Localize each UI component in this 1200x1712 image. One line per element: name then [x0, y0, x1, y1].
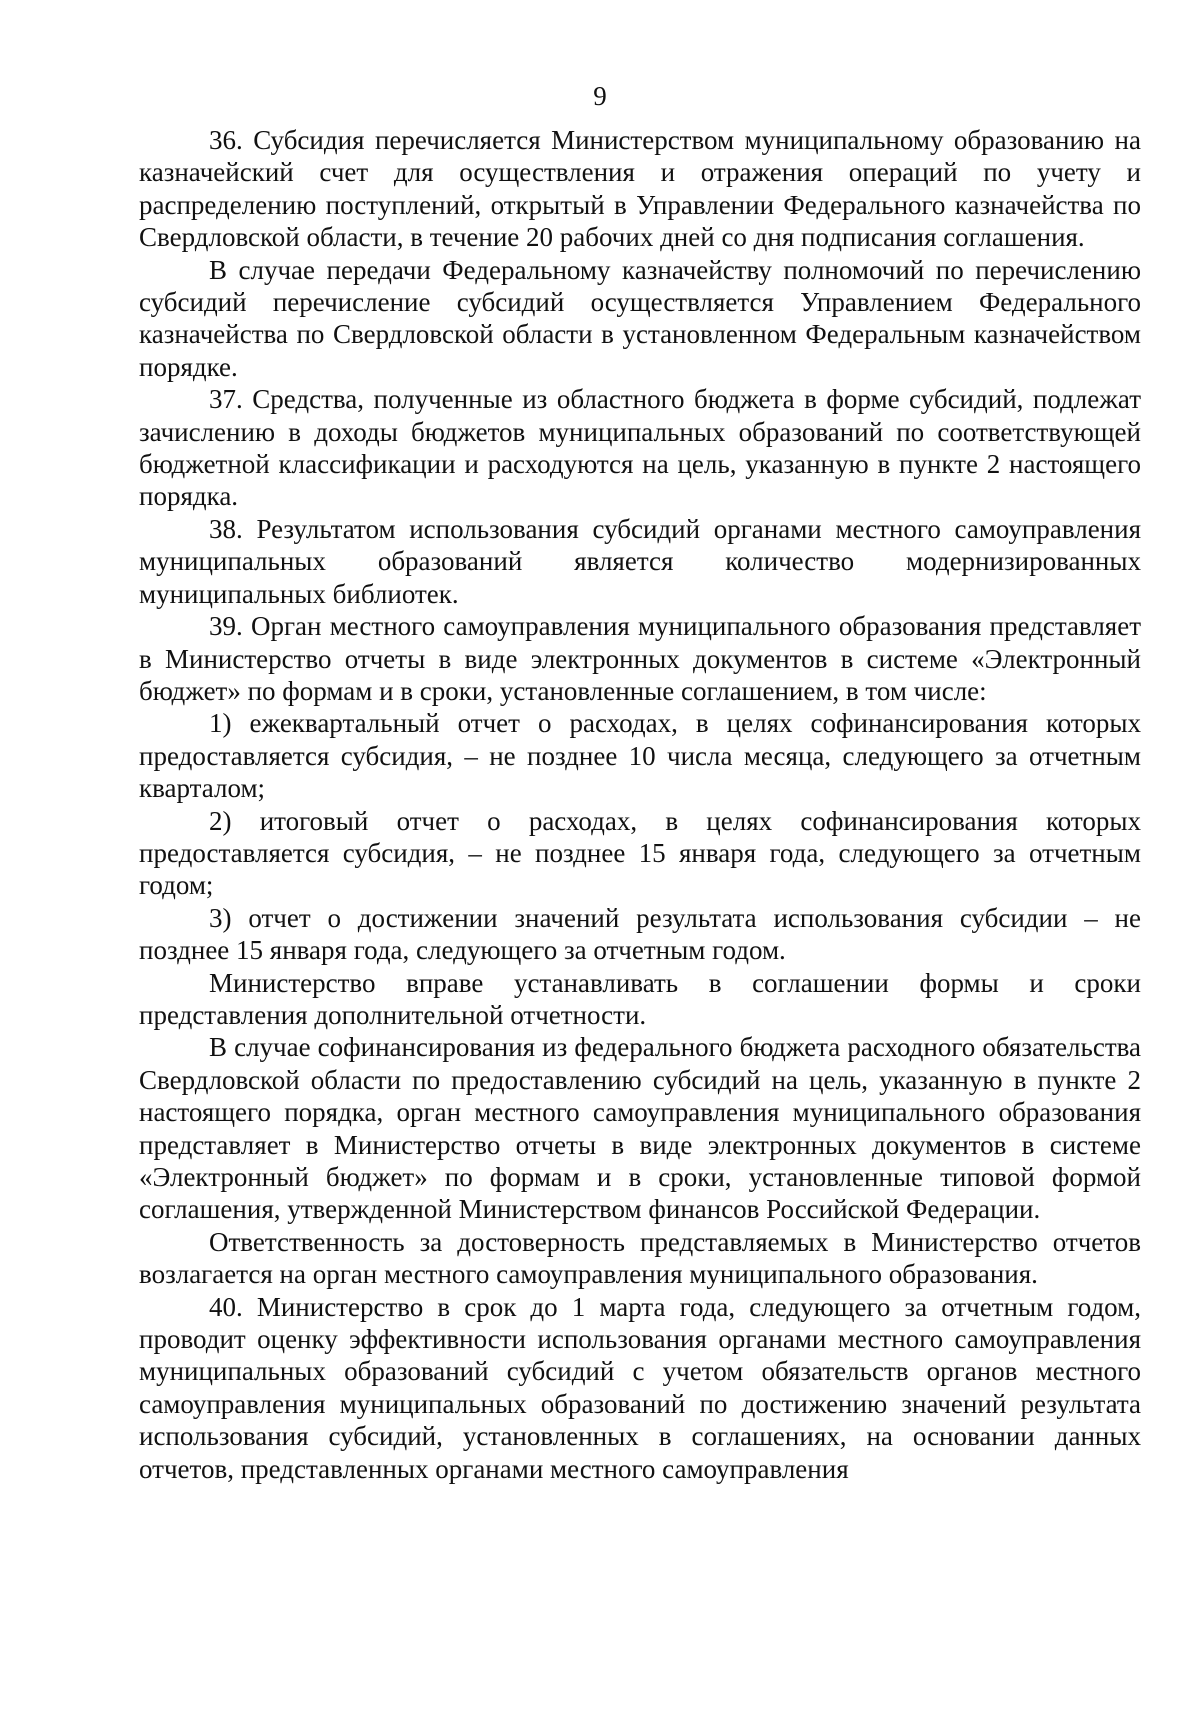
paragraph-37: 37. Средства, полученные из областного бюджета в форме субсидий, подлежат зачислению в доходы бюджетов муниципальных образований по соответствующей бюджетной классификации и расходуются на цель, указанную в пункте 2 настоящего порядка. [139, 384, 1141, 512]
paragraph-39: 39. Орган местного самоуправления муниципального образования представляет в Министерство отчеты в виде электронных документов в системе «Электронный бюджет» по формам и в сроки, установленные соглашением, в том числе: [139, 611, 1141, 706]
list-item-1: 1) ежеквартальный отчет о расходах, в целях софинансирования которых предоставляется субсидия, – не позднее 10 числа месяца, следующего за отчетным кварталом; [139, 708, 1141, 804]
paragraph-40: 40. Министерство в срок до 1 марта года, следующего за отчетным годом, проводит оценку эффективности использования органами местного самоуправления муниципальных образований субсидий с учетом обязательств органов местного самоуправления муниципальных образований по достижению значений результата использования субсидий, установленных в соглашениях, на основании данных отчетов, представленных органами местного самоуправления [139, 1291, 1141, 1484]
list-item-2: 2) итоговый отчет о расходах, в целях софинансирования которых предоставляется субсидия, – не позднее 15 января года, следующего за отчетным годом; [139, 805, 1141, 901]
paragraph-responsibility: Ответственность за достоверность представляемых в Министерство отчетов возлагается на орган местного самоуправления муниципального образования. [139, 1226, 1141, 1290]
paragraph-additional-reports: Министерство вправе устанавливать в соглашении формы и сроки представления дополнительной отчетности. [139, 967, 1141, 1030]
paragraph-36: 36. Субсидия перечисляется Министерством муниципальному образованию на казначейский счет для осуществления и отражения операций по учету и распределению поступлений, открытый в Управлении Федерального казначейства по Свердловской области, в течение 20 рабочих дней со дня подписания соглашения. [139, 125, 1141, 253]
paragraph-federal-cofinancing: В случае софинансирования из федерального бюджета расходного обязательства Свердловской области по предоставлению субсидий на цель, указанную в пункте 2 настоящего порядка, орган местного самоуправления муниципального образования представляет в Министерство отчеты в виде электронных документов в системе «Электронный бюджет» по формам и в сроки, установленные типовой формой соглашения, утвержденной Министерством финансов Российской Федерации. [139, 1032, 1141, 1225]
list-item-3: 3) отчет о достижении значений результата использования субсидии – не позднее 15 января года, следующего за отчетным годом. [139, 902, 1141, 966]
page-number: 9 [593, 81, 607, 111]
paragraph-36-transfer: В случае передачи Федеральному казначейству полномочий по перечислению субсидий перечисление субсидий осуществляется Управлением Федерального казначейства по Свердловской области в установленном Федеральным казначейством порядке. [139, 254, 1141, 382]
document-body [139, 124, 1141, 1485]
paragraph-38: 38. Результатом использования субсидий органами местного самоуправления муниципальных образований является количество модернизированных муниципальных библиотек. [139, 513, 1141, 609]
